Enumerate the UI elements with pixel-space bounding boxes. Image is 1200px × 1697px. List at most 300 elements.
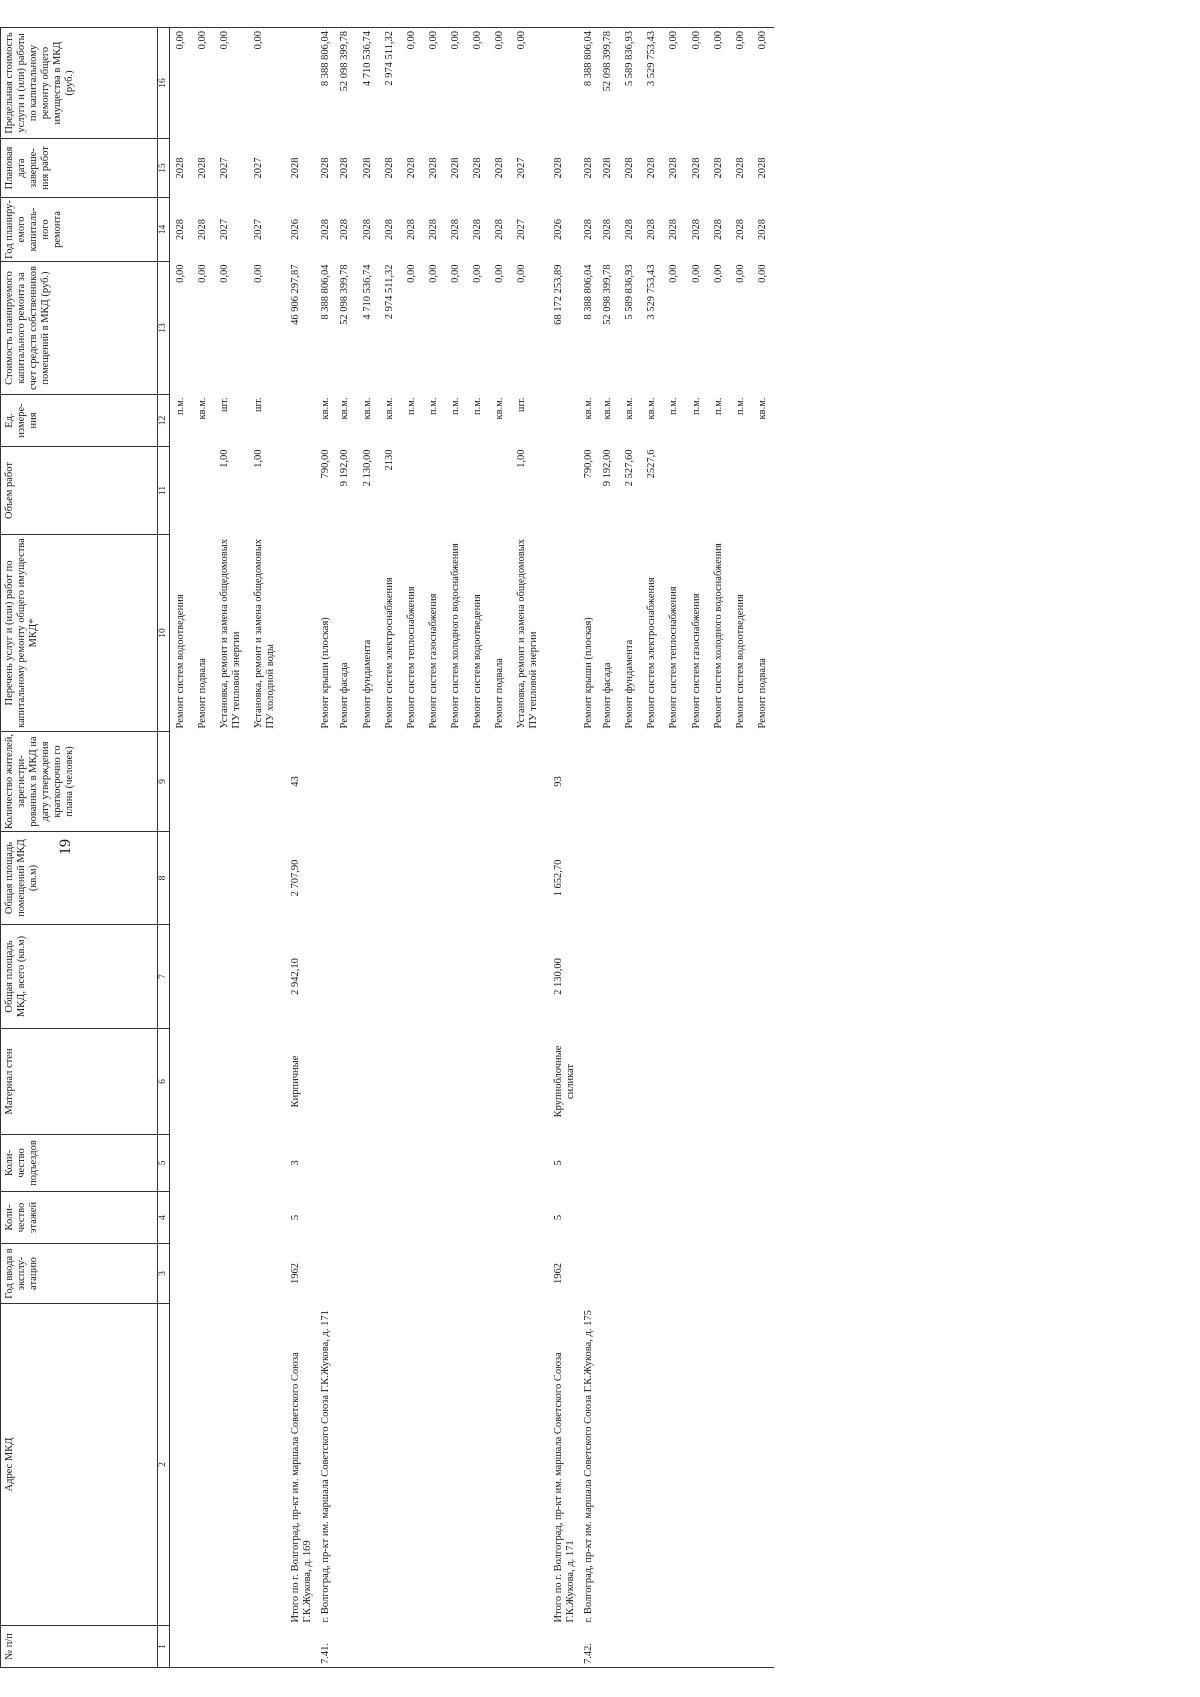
- table-cell-col-10: Ремонт систем холодного водоснабжения: [449, 543, 461, 729]
- table-cell-col-10: Ремонт систем холодного водоснабжения: [712, 543, 724, 729]
- table-body: [169, 28, 773, 1668]
- table-cell-col-14: 2028: [756, 219, 768, 240]
- table-cell-col-2: [214, 1304, 248, 1626]
- table-cell-col-3: [357, 1244, 379, 1304]
- table-cell-col-16: 0,00: [471, 31, 483, 50]
- table-cell-col-7: [641, 925, 663, 1029]
- table-cell-col-2: [730, 1304, 752, 1626]
- table-cell-col-16: 3 529 753,43: [646, 31, 658, 87]
- table-cell-col-13: 0,00: [515, 264, 527, 283]
- table-cell-col-6: [423, 1029, 445, 1135]
- table-cell-col-9: [214, 732, 248, 832]
- table-cell-col-9: [379, 732, 401, 832]
- table-cell-col-7: 2 130,00: [553, 958, 565, 995]
- table-cell-col-6: [334, 1029, 356, 1135]
- table-cell-col-4: [752, 1192, 774, 1244]
- table-cell-col-11: 1,00: [253, 449, 265, 468]
- table-cell-col-16: 2 974 511,32: [383, 31, 395, 86]
- table-cell-col-10: Ремонт систем газоснабжения: [690, 593, 702, 729]
- table-cell-col-7: [489, 925, 511, 1029]
- table-cell-col-10: Ремонт систем водоотведения: [471, 594, 483, 729]
- table-cell-col-10: Ремонт систем водоотведения: [174, 594, 186, 729]
- table-cell-col-3: [489, 1244, 511, 1304]
- column-number: 10: [158, 535, 170, 732]
- table-cell-col-9: 43: [290, 776, 302, 787]
- table-cell-col-10: Ремонт систем теплоснабжения: [668, 586, 680, 729]
- table-cell-col-13: 5 589 836,93: [624, 264, 636, 320]
- table-cell-col-4: [619, 1192, 641, 1244]
- table-cell-col-6: Крупноблочные силикат: [553, 1045, 577, 1118]
- table-cell-col-5: [379, 1135, 401, 1192]
- table-cell-col-16: 0,00: [668, 31, 680, 50]
- table-cell-col-8: [597, 832, 619, 925]
- table-cell-col-8: [511, 832, 545, 925]
- rotated-table-wrapper: [0, 28, 1172, 1668]
- table-cell-col-8: [192, 832, 214, 925]
- table-cell-col-1: [597, 1626, 619, 1668]
- work-row: [169, 28, 192, 1668]
- table-cell-col-8: [663, 832, 685, 925]
- table-cell-col-11: [467, 447, 489, 535]
- address-row: [579, 28, 597, 1668]
- table-cell-col-11: [730, 447, 752, 535]
- table-cell-col-14: 2028: [493, 219, 505, 240]
- table-cell-col-9: [169, 732, 192, 832]
- table-cell-col-7: [467, 925, 489, 1029]
- table-cell-col-6: [752, 1029, 774, 1135]
- table-cell-col-2: [597, 1304, 619, 1626]
- table-cell-col-1: [357, 1626, 379, 1668]
- table-cell-col-1: 7.41.: [320, 1643, 332, 1664]
- table-cell-col-6: Кирпичные: [290, 1055, 302, 1108]
- table-cell-col-11: 9 192,00: [339, 449, 351, 487]
- table-cell-col-7: [316, 925, 334, 1029]
- column-number: 8: [158, 832, 170, 925]
- table-cell-col-13: 4 710 536,74: [361, 264, 373, 320]
- table-cell-col-3: [641, 1244, 663, 1304]
- page-number: 19: [57, 839, 74, 855]
- work-row: [334, 28, 356, 1668]
- table-cell-col-5: [730, 1135, 752, 1192]
- table-cell-col-12: кв.м.: [602, 397, 614, 420]
- table-cell-col-8: [686, 832, 708, 925]
- table-cell-col-14: 2028: [174, 219, 186, 240]
- table-cell-col-9: [730, 732, 752, 832]
- work-row: [379, 28, 401, 1668]
- column-header: Перечень услуг и (или) работ по капитальному ремонту общего имущества МКД*: [1, 535, 158, 732]
- work-row: [511, 28, 545, 1668]
- table-cell-col-5: [248, 1135, 282, 1192]
- table-cell-col-11: 2 130,00: [361, 449, 373, 487]
- table-cell-col-15: 2028: [290, 157, 302, 179]
- table-cell-col-12: кв.м.: [646, 397, 658, 420]
- table-cell-col-1: [663, 1626, 685, 1668]
- column-number: 1: [158, 1626, 170, 1668]
- table-cell-col-16: 0,00: [734, 31, 746, 50]
- table-cell-col-2: [445, 1304, 467, 1626]
- table-cell-col-2: [708, 1304, 730, 1626]
- table-cell-col-5: [708, 1135, 730, 1192]
- table-cell-col-5: [597, 1135, 619, 1192]
- work-row: [752, 28, 774, 1668]
- table-cell-col-13: 8 388 806,04: [583, 264, 595, 320]
- table-cell-col-11: [401, 447, 423, 535]
- table-cell-col-7: [379, 925, 401, 1029]
- table-cell-col-2: [641, 1304, 663, 1626]
- table-cell-col-15: 2027: [253, 157, 265, 179]
- table-cell-col-13: 3 529 753,43: [646, 264, 658, 320]
- table-cell-col-8: [489, 832, 511, 925]
- table-cell-col-16: 52 098 399,78: [602, 31, 614, 92]
- table-cell-col-14: 2027: [219, 219, 231, 240]
- table-cell-col-3: [511, 1244, 545, 1304]
- table-cell-col-16: [282, 28, 316, 139]
- table-cell-col-7: [169, 925, 192, 1029]
- table-cell-col-5: [214, 1135, 248, 1192]
- table-cell-col-3: [401, 1244, 423, 1304]
- table-cell-col-2: [511, 1304, 545, 1626]
- column-number: 3: [158, 1244, 170, 1304]
- table-cell-col-16: 8 388 806,04: [320, 31, 332, 87]
- table-cell-col-13: 0,00: [219, 264, 231, 283]
- table-cell-col-12: п.м.: [405, 397, 417, 416]
- table-cell-col-6: [663, 1029, 685, 1135]
- table-cell-col-9: [579, 732, 597, 832]
- table-cell-col-8: [357, 832, 379, 925]
- table-cell-col-8: [316, 832, 334, 925]
- table-cell-col-13: 0,00: [471, 264, 483, 283]
- table-cell-col-10: Ремонт подвала: [196, 658, 208, 729]
- table-cell-col-11: 2 527,60: [624, 449, 636, 487]
- table-cell-col-8: [423, 832, 445, 925]
- table-cell-col-4: [169, 1192, 192, 1244]
- table-cell-col-4: [489, 1192, 511, 1244]
- table-cell-col-6: [357, 1029, 379, 1135]
- table-cell-col-14: 2028: [449, 219, 461, 240]
- table-cell-col-7: [752, 925, 774, 1029]
- table-cell-col-12: кв.м.: [756, 397, 768, 420]
- table-cell-col-11: [752, 447, 774, 535]
- table-cell-col-1: [248, 1626, 282, 1668]
- table-cell-col-5: [641, 1135, 663, 1192]
- table-cell-col-12: шт.: [515, 397, 527, 413]
- table-cell-col-3: [663, 1244, 685, 1304]
- table-cell-col-4: [334, 1192, 356, 1244]
- total-row: [282, 28, 316, 1668]
- table-cell-col-4: [579, 1192, 597, 1244]
- table-cell-col-1: [214, 1626, 248, 1668]
- table-cell-col-3: [169, 1244, 192, 1304]
- column-header: Общая площадь МКД, всего (кв.м): [1, 925, 158, 1029]
- table-cell-col-5: [663, 1135, 685, 1192]
- table-cell-col-16: 4 710 536,74: [361, 31, 373, 87]
- table-cell-col-6: [192, 1029, 214, 1135]
- table-cell-col-14: 2028: [668, 219, 680, 240]
- table-cell-col-9: 93: [553, 776, 565, 787]
- table-cell-col-15: 2028: [174, 157, 186, 179]
- table-cell-col-4: [357, 1192, 379, 1244]
- table-cell-col-8: [445, 832, 467, 925]
- table-cell-col-9: [686, 732, 708, 832]
- table-cell-col-16: 52 098 399,78: [339, 31, 351, 92]
- table-cell-col-2: [357, 1304, 379, 1626]
- table-cell-col-2: Итого по г. Волгоград, пр-кт им. маршала Советского Союза Г.К.Жукова, д. 171: [553, 1352, 577, 1623]
- table-cell-col-2: [248, 1304, 282, 1626]
- table-cell-col-11: 9 192,00: [602, 449, 614, 487]
- work-row: [489, 28, 511, 1668]
- table-cell-col-5: [467, 1135, 489, 1192]
- table-cell-col-9: [401, 732, 423, 832]
- table-cell-col-7: [619, 925, 641, 1029]
- table-cell-col-16: 0,00: [515, 31, 527, 50]
- table-cell-col-4: [401, 1192, 423, 1244]
- table-cell-col-3: [619, 1244, 641, 1304]
- table-cell-col-1: [192, 1626, 214, 1668]
- table-cell-col-3: [686, 1244, 708, 1304]
- work-row: [619, 28, 641, 1668]
- table-cell-col-5: [579, 1135, 597, 1192]
- table-cell-col-1: [334, 1626, 356, 1668]
- table-cell-col-4: [663, 1192, 685, 1244]
- table-cell-col-4: [379, 1192, 401, 1244]
- table-cell-col-7: [511, 925, 545, 1029]
- table-cell-col-11: 2130: [383, 449, 395, 471]
- table-cell-col-15: 2028: [712, 157, 724, 179]
- table-cell-col-12: [545, 395, 579, 447]
- column-header: Коли-чество подъездов: [1, 1135, 158, 1192]
- table-cell-col-16: 0,00: [253, 31, 265, 50]
- table-cell-col-4: 5: [290, 1214, 302, 1221]
- table-cell-col-2: г. Волгоград, пр-кт им. маршала Советского Союза Г.К.Жукова, д. 175: [583, 1310, 595, 1623]
- table-cell-col-5: [619, 1135, 641, 1192]
- table-cell-col-5: [489, 1135, 511, 1192]
- table-cell-col-10: Ремонт крыши (плоская): [583, 617, 595, 729]
- table-cell-col-13: 0,00: [756, 264, 768, 283]
- work-row: [663, 28, 685, 1668]
- work-row: [686, 28, 708, 1668]
- table-cell-col-15: 2028: [449, 157, 461, 179]
- table-cell-col-10: Ремонт систем электроснабжения: [383, 577, 395, 729]
- table-cell-col-4: [641, 1192, 663, 1244]
- table-cell-col-15: 2028: [320, 157, 332, 179]
- table-cell-col-14: 2028: [690, 219, 702, 240]
- table-cell-col-6: [708, 1029, 730, 1135]
- table-cell-col-10: [545, 535, 579, 732]
- table-cell-col-9: [511, 732, 545, 832]
- table-cell-col-13: 0,00: [449, 264, 461, 283]
- table-cell-col-12: кв.м.: [196, 397, 208, 420]
- table-cell-col-15: 2028: [583, 157, 595, 179]
- table-cell-col-9: [663, 732, 685, 832]
- table-cell-col-12: п.м.: [690, 397, 702, 416]
- column-header: Год планиру-емого капиталь-ного ремонта: [1, 198, 158, 262]
- table-cell-col-10: Ремонт систем водоотведения: [734, 594, 746, 729]
- table-cell-col-7: [423, 925, 445, 1029]
- table-cell-col-6: [316, 1029, 334, 1135]
- table-cell-col-4: [730, 1192, 752, 1244]
- table-cell-col-1: [641, 1626, 663, 1668]
- table-cell-col-5: [445, 1135, 467, 1192]
- table-cell-col-3: 1962: [553, 1263, 565, 1284]
- table-cell-col-2: [752, 1304, 774, 1626]
- work-row: [467, 28, 489, 1668]
- table-cell-col-15: 2027: [219, 157, 231, 179]
- work-row: [357, 28, 379, 1668]
- table-cell-col-10: Ремонт подвала: [493, 658, 505, 729]
- table-cell-col-13: 0,00: [427, 264, 439, 283]
- table-cell-col-4: [248, 1192, 282, 1244]
- table-cell-col-3: [752, 1244, 774, 1304]
- table-cell-col-9: [316, 732, 334, 832]
- table-cell-col-7: [663, 925, 685, 1029]
- table-cell-col-14: 2028: [602, 219, 614, 240]
- table-cell-col-1: 7.42.: [583, 1643, 595, 1664]
- table-cell-col-14: 2028: [383, 219, 395, 240]
- table-cell-col-12: кв.м.: [339, 397, 351, 420]
- table-cell-col-9: [357, 732, 379, 832]
- table-cell-col-16: 0,00: [712, 31, 724, 50]
- table-cell-col-13: 0,00: [712, 264, 724, 283]
- table-cell-col-1: [489, 1626, 511, 1668]
- table-cell-col-13: 0,00: [690, 264, 702, 283]
- table-cell-col-4: [423, 1192, 445, 1244]
- work-row: [248, 28, 282, 1668]
- table-cell-col-15: 2028: [734, 157, 746, 179]
- table-cell-col-4: [597, 1192, 619, 1244]
- table-cell-col-9: [708, 732, 730, 832]
- table-cell-col-13: 0,00: [174, 264, 186, 283]
- column-header: Материал стен: [1, 1029, 158, 1135]
- table-cell-col-15: 2028: [553, 157, 565, 179]
- table-cell-col-10: Ремонт фундамента: [624, 639, 636, 729]
- table-cell-col-2: [619, 1304, 641, 1626]
- table-cell-col-11: [489, 447, 511, 535]
- work-row: [423, 28, 445, 1668]
- table-cell-col-7: 2 942,10: [290, 958, 302, 995]
- table-cell-col-13: 0,00: [668, 264, 680, 283]
- table-cell-col-14: 2026: [290, 219, 302, 240]
- table-cell-col-11: 2527,6: [646, 449, 658, 479]
- table-cell-col-14: 2028: [624, 219, 636, 240]
- table-cell-col-8: [467, 832, 489, 925]
- table-cell-col-4: [708, 1192, 730, 1244]
- table-cell-col-4: [445, 1192, 467, 1244]
- table-cell-col-9: [619, 732, 641, 832]
- column-number: 6: [158, 1029, 170, 1135]
- table-cell-col-4: [686, 1192, 708, 1244]
- table-cell-col-7: [579, 925, 597, 1029]
- table-cell-col-8: [401, 832, 423, 925]
- table-cell-col-13: 0,00: [253, 264, 265, 283]
- column-header: Год ввода в эксплу-атацию: [1, 1244, 158, 1304]
- table-cell-col-16: 0,00: [449, 31, 461, 50]
- table-cell-col-12: п.м.: [712, 397, 724, 416]
- table-cell-col-3: [379, 1244, 401, 1304]
- table-cell-col-7: [597, 925, 619, 1029]
- table-cell-col-15: 2028: [690, 157, 702, 179]
- column-number: 2: [158, 1304, 170, 1626]
- table-cell-col-15: 2028: [361, 157, 373, 179]
- table-cell-col-7: [730, 925, 752, 1029]
- table-cell-col-13: 0,00: [405, 264, 417, 283]
- column-header: Объем работ: [1, 447, 158, 535]
- table-cell-col-9: [489, 732, 511, 832]
- table-cell-col-14: 2028: [196, 219, 208, 240]
- table-cell-col-13: 46 906 297,87: [290, 264, 302, 325]
- work-row: [641, 28, 663, 1668]
- table-cell-col-1: [619, 1626, 641, 1668]
- table-cell-col-5: [686, 1135, 708, 1192]
- table-cell-col-4: [192, 1192, 214, 1244]
- table-cell-col-15: 2028: [493, 157, 505, 179]
- table-cell-col-14: 2028: [734, 219, 746, 240]
- table-cell-col-7: [214, 925, 248, 1029]
- table-cell-col-6: [511, 1029, 545, 1135]
- table-cell-col-12: п.м.: [449, 397, 461, 416]
- table-cell-col-8: [619, 832, 641, 925]
- table-cell-col-4: [467, 1192, 489, 1244]
- table-cell-col-11: [282, 447, 316, 535]
- table-cell-col-6: [248, 1029, 282, 1135]
- table-cell-col-9: [423, 732, 445, 832]
- table-cell-col-13: 52 098 399,78: [339, 264, 351, 325]
- table-cell-col-16: 0,00: [690, 31, 702, 50]
- table-cell-col-10: Установка, ремонт и замена общедомовых ПУ тепловой энергии: [219, 538, 243, 729]
- column-header: Количество жителей, зарегистри-рованных в МКД на дату утверждения краткосрочно го плана (человек): [1, 732, 158, 832]
- table-cell-col-3: [708, 1244, 730, 1304]
- table-cell-col-7: [708, 925, 730, 1029]
- table-cell-col-11: [686, 447, 708, 535]
- table-cell-col-3: [423, 1244, 445, 1304]
- table-cell-col-15: 2028: [668, 157, 680, 179]
- table-cell-col-8: [730, 832, 752, 925]
- table-cell-col-12: кв.м.: [493, 397, 505, 420]
- table-cell-col-2: [169, 1304, 192, 1626]
- table-cell-col-1: [282, 1626, 316, 1668]
- table-cell-col-11: [545, 447, 579, 535]
- table-cell-col-3: [214, 1244, 248, 1304]
- table-cell-col-11: [169, 447, 192, 535]
- column-number: 4: [158, 1192, 170, 1244]
- table-cell-col-5: [316, 1135, 334, 1192]
- table-cell-col-1: [545, 1626, 579, 1668]
- table-cell-col-8: [752, 832, 774, 925]
- table-cell-col-10: Установка, ремонт и замена общедомовых ПУ холодной воды: [253, 538, 277, 729]
- table-cell-col-11: [708, 447, 730, 535]
- table-cell-col-7: [248, 925, 282, 1029]
- table-cell-col-1: [445, 1626, 467, 1668]
- table-cell-col-3: [445, 1244, 467, 1304]
- table-cell-col-14: 2027: [253, 219, 265, 240]
- column-header: Адрес МКД: [1, 1304, 158, 1626]
- column-header: Ед. измере-ния: [1, 395, 158, 447]
- table-cell-col-9: [248, 732, 282, 832]
- table-cell-col-15: 2028: [196, 157, 208, 179]
- table-cell-col-1: [708, 1626, 730, 1668]
- table-cell-col-15: 2027: [515, 157, 527, 179]
- table-cell-col-2: [663, 1304, 685, 1626]
- table-cell-col-8: [334, 832, 356, 925]
- table-cell-col-7: [686, 925, 708, 1029]
- table-cell-col-12: п.м.: [174, 397, 186, 416]
- table-cell-col-14: 2026: [553, 219, 565, 240]
- table-cell-col-14: 2028: [427, 219, 439, 240]
- table-cell-col-6: [169, 1029, 192, 1135]
- table-cell-col-10: Ремонт систем теплоснабжения: [405, 586, 417, 729]
- table-cell-col-10: Ремонт фундамента: [361, 639, 373, 729]
- table-cell-col-9: [467, 732, 489, 832]
- table-cell-col-11: [663, 447, 685, 535]
